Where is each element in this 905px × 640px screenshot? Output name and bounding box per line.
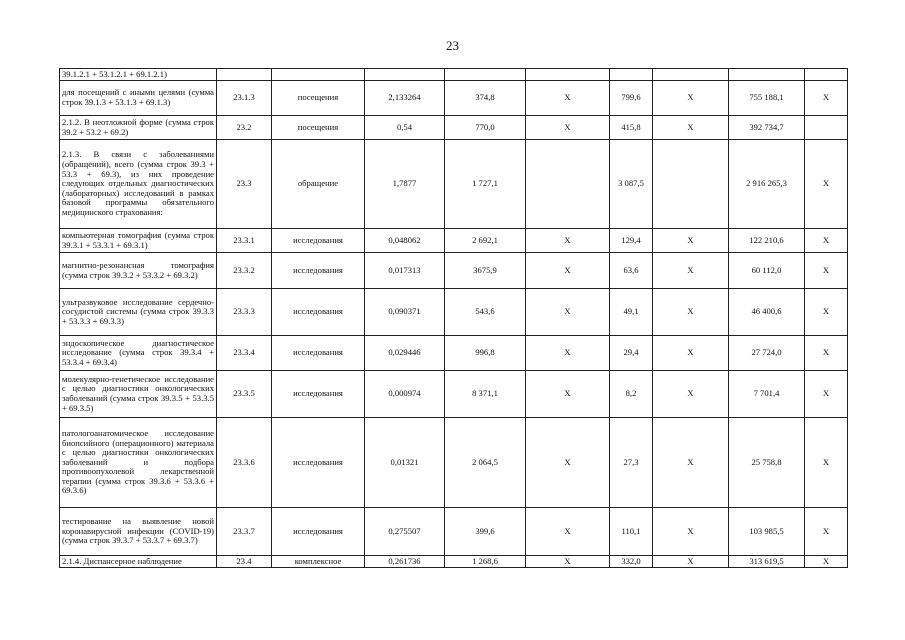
row-unit: исследования	[272, 418, 365, 508]
table-row	[60, 371, 848, 418]
row-code: 23.4	[217, 556, 272, 568]
cell-value	[365, 69, 445, 81]
cell-value	[653, 140, 729, 229]
cell-value: X	[805, 371, 848, 418]
table-row	[60, 116, 848, 140]
cell-value: X	[805, 508, 848, 556]
cell-value: X	[526, 556, 610, 568]
cell-value: 392 734,7	[729, 116, 805, 140]
table-row	[60, 556, 848, 568]
cell-value: 0,000974	[365, 371, 445, 418]
cell-value: X	[653, 418, 729, 508]
row-description: патологоанатомическое исследование биопсийного (операционного) материала с целью диагностики онкологических заболеваний и подбора противоопухолевой лекарственной терапии (сумма строк 39.3.6 + 53.3.6 + 69.3.6)	[60, 418, 217, 508]
row-code: 23.3.7	[217, 508, 272, 556]
cell-value: X	[526, 418, 610, 508]
cell-value	[526, 69, 610, 81]
cell-value: 0,54	[365, 116, 445, 140]
cell-value: X	[526, 229, 610, 253]
cell-value: 2 916 265,3	[729, 140, 805, 229]
row-description: тестирование на выявление новой коронавирусной инфекции (COVID-19) (сумма строк 39.3.7 + 53.3.7 + 69.3.7)	[60, 508, 217, 556]
cell-value: 1 727,1	[445, 140, 526, 229]
row-description: ультразвуковое исследование сердечно-сосудистой системы (сумма строк 39.3.3 + 53.3.3 + 69.3.3)	[60, 289, 217, 336]
row-unit: комплексное	[272, 556, 365, 568]
cell-value: 63,6	[610, 253, 653, 289]
cell-value: 374,8	[445, 81, 526, 116]
cell-value: X	[805, 229, 848, 253]
row-unit	[272, 69, 365, 81]
cell-value: 996,8	[445, 336, 526, 371]
cell-value: X	[805, 336, 848, 371]
table-row	[60, 69, 848, 81]
cell-value: X	[653, 116, 729, 140]
cell-value: 122 210,6	[729, 229, 805, 253]
cell-value: 1 268,6	[445, 556, 526, 568]
cell-value: X	[526, 253, 610, 289]
row-description: эндоскопическое диагностическое исследование (сумма строк 39.3.4 + 53.3.4 + 69.3.4)	[60, 336, 217, 371]
page-number: 23	[446, 38, 459, 53]
cell-value: 3675,9	[445, 253, 526, 289]
cell-value: X	[653, 336, 729, 371]
table-row	[60, 508, 848, 556]
table-row	[60, 229, 848, 253]
table-row	[60, 140, 848, 229]
cell-value: 0,017313	[365, 253, 445, 289]
cell-value: 0,275507	[365, 508, 445, 556]
cell-value: 2 692,1	[445, 229, 526, 253]
row-unit: посещения	[272, 81, 365, 116]
financing-table	[59, 68, 848, 568]
cell-value: 0,261736	[365, 556, 445, 568]
row-unit: обращение	[272, 140, 365, 229]
cell-value: X	[526, 371, 610, 418]
cell-value	[805, 116, 848, 140]
cell-value: 25 758,8	[729, 418, 805, 508]
table-row	[60, 336, 848, 371]
cell-value: 7 701,4	[729, 371, 805, 418]
cell-value: X	[653, 289, 729, 336]
cell-value: X	[526, 116, 610, 140]
cell-value: 129,4	[610, 229, 653, 253]
row-description: 2.1.2. В неотложной форме (сумма строк 39.2 + 53.2 + 69.2)	[60, 116, 217, 140]
cell-value: 2,133264	[365, 81, 445, 116]
cell-value: X	[805, 289, 848, 336]
table-row	[60, 289, 848, 336]
cell-value: 755 188,1	[729, 81, 805, 116]
cell-value: 60 112,0	[729, 253, 805, 289]
row-description: магнитно-резонансная томография (сумма строк 39.3.2 + 53.3.2 + 69.3.2)	[60, 253, 217, 289]
cell-value: 415,8	[610, 116, 653, 140]
cell-value: 0,090371	[365, 289, 445, 336]
cell-value: 8,2	[610, 371, 653, 418]
row-unit: исследования	[272, 508, 365, 556]
cell-value: 110,1	[610, 508, 653, 556]
cell-value: 399,6	[445, 508, 526, 556]
cell-value: X	[526, 508, 610, 556]
row-description: 2.1.4. Диспансерное наблюдение	[60, 556, 217, 568]
cell-value: 29,4	[610, 336, 653, 371]
cell-value	[610, 69, 653, 81]
cell-value	[805, 69, 848, 81]
cell-value	[445, 69, 526, 81]
row-code: 23.1.3	[217, 81, 272, 116]
row-unit: исследования	[272, 229, 365, 253]
cell-value: 3 087,5	[610, 140, 653, 229]
row-code: 23.3.6	[217, 418, 272, 508]
cell-value: 799,6	[610, 81, 653, 116]
row-code: 23.3.1	[217, 229, 272, 253]
row-description: 39.1.2.1 + 53.1.2.1 + 69.1.2.1)	[60, 69, 217, 81]
cell-value: X	[805, 140, 848, 229]
row-unit: исследования	[272, 371, 365, 418]
cell-value: 0,01321	[365, 418, 445, 508]
row-unit: исследования	[272, 253, 365, 289]
row-code	[217, 69, 272, 81]
cell-value	[526, 140, 610, 229]
cell-value	[653, 69, 729, 81]
cell-value	[729, 69, 805, 81]
cell-value: 8 371,1	[445, 371, 526, 418]
cell-value: 49,1	[610, 289, 653, 336]
row-code: 23.3.5	[217, 371, 272, 418]
cell-value: X	[526, 289, 610, 336]
row-code: 23.2	[217, 116, 272, 140]
cell-value: 313 619,5	[729, 556, 805, 568]
cell-value: 0,029446	[365, 336, 445, 371]
cell-value: 27,3	[610, 418, 653, 508]
row-description: компьютерная томография (сумма строк 39.3.1 + 53.3.1 + 69.3.1)	[60, 229, 217, 253]
cell-value: X	[653, 229, 729, 253]
cell-value: X	[526, 81, 610, 116]
cell-value: X	[805, 253, 848, 289]
cell-value: 103 985,5	[729, 508, 805, 556]
cell-value: X	[805, 81, 848, 116]
row-description: 2.1.3. В связи с заболеваниями (обращений), всего (сумма строк 39.3 + 53.3 + 69.3), из них проведение следующих отдельных диагностических (лабораторных) исследований в рамках базовой программы обязательного медицинского страхования:	[60, 140, 217, 229]
row-code: 23.3.3	[217, 289, 272, 336]
cell-value: X	[653, 556, 729, 568]
row-code: 23.3.2	[217, 253, 272, 289]
cell-value: 770,0	[445, 116, 526, 140]
row-code: 23.3	[217, 140, 272, 229]
cell-value: 2 064,5	[445, 418, 526, 508]
row-code: 23.3.4	[217, 336, 272, 371]
cell-value: X	[653, 508, 729, 556]
cell-value: 1,7877	[365, 140, 445, 229]
cell-value: X	[805, 418, 848, 508]
cell-value: X	[653, 371, 729, 418]
cell-value: 27 724,0	[729, 336, 805, 371]
row-unit: исследования	[272, 289, 365, 336]
cell-value: 332,0	[610, 556, 653, 568]
cell-value: X	[653, 81, 729, 116]
cell-value: 0,048062	[365, 229, 445, 253]
cell-value: X	[653, 253, 729, 289]
row-description: молекулярно-генетическое исследование с целью диагностики онкологических заболеваний (сумма строк 39.3.5 + 53.3.5 + 69.3.5)	[60, 371, 217, 418]
cell-value: 543,6	[445, 289, 526, 336]
table-row	[60, 253, 848, 289]
cell-value: 46 400,6	[729, 289, 805, 336]
table-row	[60, 81, 848, 116]
cell-value: X	[526, 336, 610, 371]
row-description: для посещений с иными целями (сумма строк 39.1.3 + 53.1.3 + 69.1.3)	[60, 81, 217, 116]
table-row	[60, 418, 848, 508]
row-unit: исследования	[272, 336, 365, 371]
cell-value: X	[805, 556, 848, 568]
row-unit: посещения	[272, 116, 365, 140]
